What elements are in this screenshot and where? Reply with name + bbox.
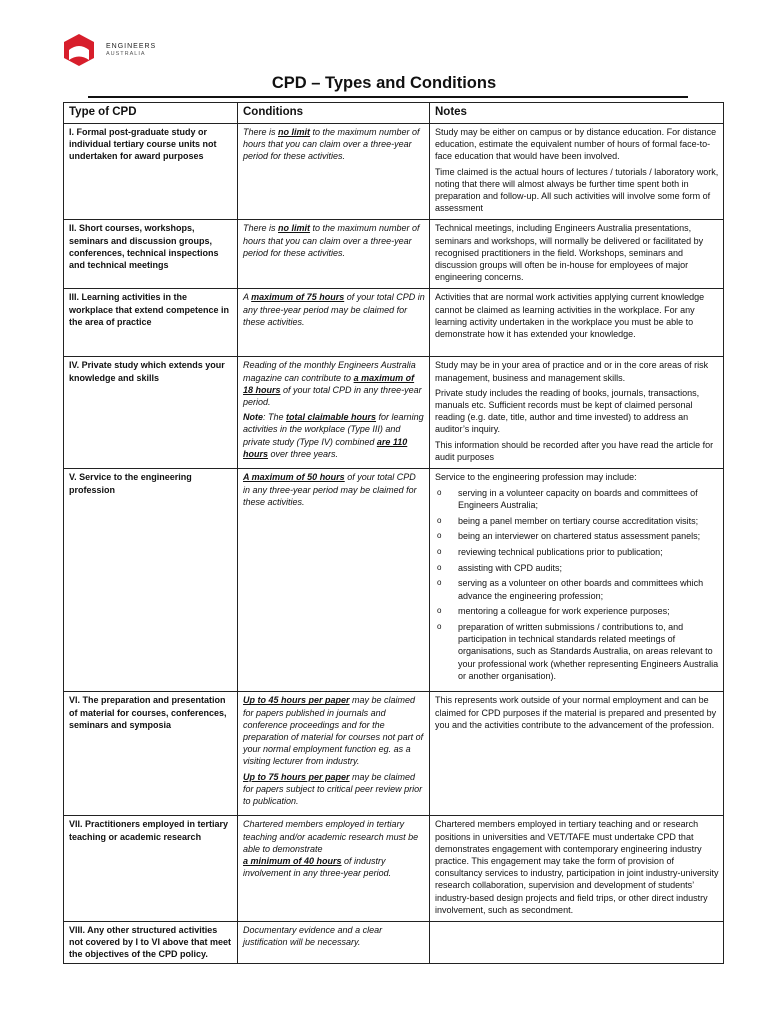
cond-text: to the maximum number of hours that you can claim over a three-year period for these activities. — [243, 127, 420, 162]
cond-text: of your total CPD in any three-year period may be claimed for these activities. — [243, 292, 425, 327]
notes-intro: Service to the engineering profession may include: — [435, 472, 637, 483]
cpd-table — [63, 102, 724, 964]
cond-text: : The — [263, 412, 287, 423]
list-item — [435, 605, 719, 617]
conditions-cell — [238, 124, 430, 220]
notes-paragraph: Chartered members employed in tertiary teaching and or research positions in universities and VET/TAFE must undertake CPD that demonstrates engagement with contemporary engineering industry practice. This engagement may take the form of provision of consultancy services to industry, participation in joint industry-university research collaboration, supervision and development of students’ industry-based design projects and field trips, or other direct industry involvement, such as secondment. — [435, 819, 719, 915]
table-row — [64, 289, 724, 357]
notes-paragraph: Activities that are normal work activities applying current knowledge cannot be claimed as learning activities in the workplace. For any learning activity undertaken in the workplace you must be able to demonstrate how it has extended your knowledge. — [435, 292, 705, 340]
cond-text: of your total CPD in any three-year period may be claimed for these activities. — [243, 472, 417, 507]
notes-cell — [430, 289, 724, 357]
table-row — [64, 357, 724, 469]
table-row — [64, 922, 724, 964]
bullet-icon: o — [437, 515, 442, 525]
cond-emphasis: are 110 hours — [243, 436, 408, 459]
cond-text: There is — [243, 223, 279, 234]
header-row — [64, 103, 724, 124]
type-cell: III. Learning activities in the workplace that extend competence in the area of practice — [64, 289, 238, 357]
table-row — [64, 220, 724, 289]
list-item — [435, 546, 719, 558]
table-row — [64, 692, 724, 816]
notes-paragraph: This represents work outside of your normal employment and can be claimed for CPD purposes if the material is prepared and presented by you and the activities contribute to the advancement of the profession. — [435, 695, 717, 730]
cond-text: may be claimed for papers published in journals and conference proceedings and for the preparation of material for courses not part of your normal employment function eg. as a visiting lecturer from industry. — [243, 695, 424, 767]
list-item — [435, 577, 719, 601]
table-row — [64, 469, 724, 692]
cond-text: Reading of the monthly Engineers Australia magazine can contribute to — [243, 360, 416, 383]
table-row — [64, 124, 724, 220]
type-cell: V. Service to the engineering profession — [64, 469, 238, 692]
list-item-text: being an interviewer on chartered status assessment panels; — [458, 531, 701, 542]
bullet-icon: o — [437, 531, 442, 541]
service-list — [435, 487, 719, 682]
cond-note-label: Note — [243, 412, 263, 423]
list-item-text: mentoring a colleague for work experience purposes; — [458, 606, 670, 617]
cond-emphasis: total claimable hours — [286, 412, 377, 423]
notes-paragraph: This information should be recorded after you have read the article for audit purposes — [435, 439, 714, 462]
page-title: CPD – Types and Conditions — [271, 74, 497, 92]
cond-text: to the maximum number of hours that you can claim over a three-year period for these activities. — [243, 223, 420, 258]
list-item — [435, 530, 719, 542]
cond-text: of your total CPD in any three-year period. — [243, 384, 422, 408]
cond-text: There is — [243, 127, 279, 137]
cond-emphasis: no limit — [278, 127, 311, 137]
cond-emphasis: a maximum of 18 hours — [243, 372, 415, 395]
bullet-icon: o — [437, 578, 442, 588]
type-cell: II. Short courses, workshops, seminars and discussion groups, conferences, technical inspections and technical meetings — [64, 220, 238, 289]
notes-cell — [430, 816, 724, 922]
cond-emphasis: maximum of 75 hours — [251, 292, 345, 303]
conditions-cell — [238, 816, 430, 922]
header-conditions: Conditions — [238, 103, 430, 124]
conditions-cell — [238, 289, 430, 357]
type-cell: VIII. Any other structured activities not covered by I to VI above that meet the objectives of the CPD policy. — [64, 922, 238, 964]
cond-emphasis: A maximum of 50 hours — [243, 472, 345, 483]
list-item — [435, 515, 719, 527]
list-item-text: preparation of written submissions / contributions to, and participation in technical standards related meetings of organisations, such as Standards Australia, on areas relevant to your professional work (whether representing Engineers Australia or another organisation). — [458, 621, 719, 681]
type-cell: I. Formal post-graduate study or individual tertiary course units not undertaken for award purposes — [64, 124, 238, 220]
cond-text: Chartered members employed in tertiary teaching and/or academic research must be able to demonstrate — [243, 819, 419, 854]
bullet-icon: o — [437, 562, 442, 572]
logo-text — [106, 42, 156, 58]
type-cell: VII. Practitioners employed in tertiary teaching or academic research — [64, 816, 238, 922]
list-item — [435, 487, 719, 511]
list-item-text: being a panel member on tertiary course accreditation visits; — [458, 515, 699, 526]
title-rule — [88, 96, 688, 98]
bullet-icon: o — [437, 606, 442, 616]
notes-cell — [430, 220, 724, 289]
table-row — [64, 816, 724, 922]
list-item-text: reviewing technical publications prior to publication; — [458, 546, 663, 557]
cond-emphasis: no limit — [278, 223, 311, 234]
cond-emphasis: Up to 45 hours per paper — [243, 695, 350, 706]
type-cell: VI. The preparation and presentation of material for courses, conferences, seminars and symposia — [64, 692, 238, 816]
notes-cell — [430, 124, 724, 220]
notes-cell — [430, 357, 724, 469]
list-item — [435, 621, 719, 682]
notes-paragraph: Time claimed is the actual hours of lectures / tutorials / laboratory work, noting that there will almost always be further time spent both in preparation and follow-up. All such activities will involve some form of assessment — [435, 166, 719, 214]
engineers-australia-emblem-icon — [62, 33, 96, 67]
header-type: Type of CPD — [64, 103, 238, 124]
bullet-icon: o — [437, 621, 442, 631]
cond-text: may be claimed for papers subject to critical peer review prior to publication. — [243, 771, 423, 807]
notes-paragraph: Study may be either on campus or by distance education. For distance education, estimate the equivalent number of hours of formal face-to-face education that would have been involved. — [435, 127, 717, 162]
conditions-cell — [238, 692, 430, 816]
notes-paragraph: Study may be in your area of practice and or in the core areas of risk management, business and management skills. — [435, 360, 709, 383]
bullet-icon: o — [437, 546, 442, 556]
list-item-text: assisting with CPD audits; — [458, 562, 563, 573]
list-item-text: serving in a volunteer capacity on boards and committees of Engineers Australia; — [458, 487, 698, 510]
conditions-cell — [238, 357, 430, 469]
cond-text: over three years. — [268, 448, 339, 459]
notes-paragraph: Private study includes the reading of books, journals, transactions, manuals etc. Sufficient records must be kept of claimed personal reading (e.g. date, title, author and time invested) to address an auditor’s inquiry. — [435, 387, 700, 435]
bullet-icon: o — [437, 487, 442, 497]
logo-line2: AUSTRALIA — [106, 51, 146, 57]
notes-cell — [430, 469, 724, 692]
cond-text: A — [243, 292, 252, 303]
type-cell: IV. Private study which extends your knowledge and skills — [64, 357, 238, 469]
conditions-cell: Documentary evidence and a clear justification will be necessary. — [238, 922, 430, 964]
logo-line1: ENGINEERS — [106, 43, 157, 50]
cond-text: of industry involvement in any three-year period. — [243, 856, 392, 879]
conditions-cell — [238, 469, 430, 692]
conditions-cell — [238, 220, 430, 289]
list-item-text: serving as a volunteer on other boards and committees which advance the engineering profession; — [458, 578, 704, 601]
notes-cell — [430, 692, 724, 816]
cond-emphasis: Up to 75 hours per paper — [243, 771, 350, 782]
cond-emphasis: a minimum of 40 hours — [243, 856, 342, 867]
header-notes: Notes — [430, 103, 724, 124]
notes-paragraph: Technical meetings, including Engineers Australia presentations, seminars and workshops, will normally be delivered or facilitated by recognised practitioners in the field. Workshops, seminars and discussion groups will often be in-house for employees of major engineering concerns. — [435, 223, 704, 283]
notes-cell — [430, 922, 724, 964]
list-item — [435, 562, 719, 574]
cond-text: for learning activities in the workplace (Type III) and private study (Type IV) combined — [243, 412, 424, 447]
engineers-australia-logo — [62, 33, 182, 67]
